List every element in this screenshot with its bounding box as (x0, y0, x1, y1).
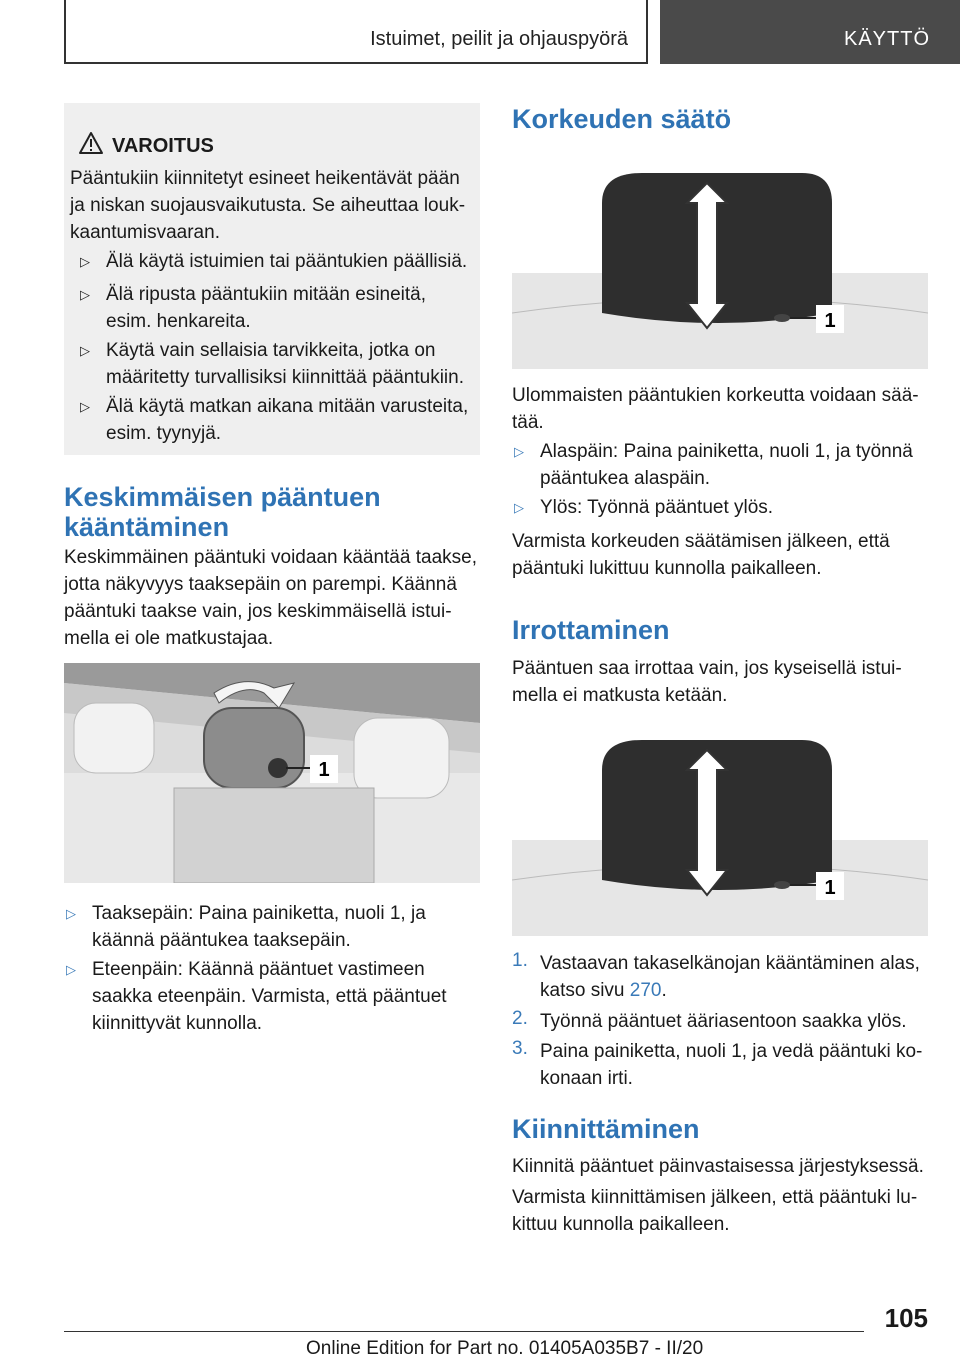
body-text-line: Varmista korkeuden säätämisen jälkeen, että (512, 531, 890, 552)
section-heading: Keskimmäisen pääntuen (64, 482, 381, 512)
warning-text-line: ja niskan suojausvaikutusta. Se aiheuttaa louk- (70, 195, 466, 216)
step-number: 1. (512, 950, 528, 971)
body-text-line: tää. (512, 412, 544, 433)
section-heading: kääntäminen (64, 512, 230, 542)
warning-title: VAROITUS (112, 135, 214, 157)
warning-bullet: Käytä vain sellaisia tarvikkeita, jotka on (106, 340, 436, 361)
bullet-triangle-icon: ▷ (66, 962, 76, 977)
header-section-box (64, 0, 648, 64)
body-text-line: Kiinnitä pääntuet päinvastaisessa järjestyksessä. (512, 1156, 924, 1177)
bullet-triangle-icon: ▷ (66, 906, 76, 921)
bullet-text: kiinnittyvät kunnolla. (92, 1013, 263, 1034)
headrest-height-illustration (512, 163, 928, 369)
bullet-triangle-icon: ▷ (80, 399, 90, 414)
step-text-suffix: . (661, 980, 667, 1001)
callout-label: 1 (318, 759, 330, 781)
section-heading: Kiinnittäminen (512, 1114, 700, 1144)
step-number: 3. (512, 1038, 528, 1059)
step-text: Työnnä pääntuet ääriasentoon saakka ylös. (540, 1011, 907, 1032)
bullet-text: Taaksepäin: Paina painiketta, nuoli 1, ja (92, 903, 426, 924)
body-text-line: pääntuki lukittuu kunnolla paikalleen. (512, 558, 822, 579)
section-heading: Irrottaminen (512, 615, 670, 645)
edition-text: Online Edition for Part no. 01405A035B7 - II/20 (306, 1338, 704, 1359)
bullet-text: käännä pääntukea taaksepäin. (92, 930, 351, 951)
bullet-triangle-icon: ▷ (80, 343, 90, 358)
bullet-text: pääntukea alaspäin. (540, 468, 711, 489)
step-text: Vastaavan takaselkänojan kääntäminen alas, (540, 953, 920, 974)
body-text-line: pääntuki taakse vain, jos keskimmäisellä istui- (64, 601, 452, 622)
warning-triangle-icon (78, 131, 104, 155)
step-text: konaan irti. (540, 1068, 633, 1089)
body-text-line: Keskimmäinen pääntuki voidaan kääntää taakse, (64, 547, 477, 568)
warning-text-line: Pääntukiin kiinnitetyt esineet heikentävät pään (70, 168, 460, 189)
step-number: 2. (512, 1008, 528, 1029)
warning-bullet: Älä käytä istuimien tai pääntukien päällisiä. (106, 251, 468, 272)
step-text: Paina painiketta, nuoli 1, ja vedä pääntuki ko- (540, 1041, 923, 1062)
bullet-triangle-icon: ▷ (80, 287, 90, 302)
bullet-text: Alaspäin: Paina painiketta, nuoli 1, ja työnnä (540, 441, 913, 462)
chapter-title: KÄYTTÖ (843, 28, 930, 50)
warning-bullet: Älä käytä matkan aikana mitään varusteita, (106, 396, 469, 417)
body-text-line: Pääntuen saa irrottaa vain, jos kyseisellä istui- (512, 658, 902, 679)
body-text-line: mella ei matkusta ketään. (512, 685, 728, 706)
bullet-text: Eteenpäin: Käännä pääntuet vastimeen (92, 959, 425, 980)
body-text-line: mella ei ole matkustajaa. (64, 628, 274, 649)
page-number: 105 (884, 1303, 928, 1333)
warning-text-line: kaantumisvaaran. (70, 222, 220, 243)
bullet-triangle-icon: ▷ (514, 500, 524, 515)
body-text-line: kittuu kunnolla paikalleen. (512, 1214, 730, 1235)
step-text (540, 977, 667, 1004)
bullet-triangle-icon: ▷ (514, 444, 524, 459)
callout-label: 1 (824, 310, 836, 332)
section-title: Istuimet, peilit ja ohjauspyörä (370, 28, 628, 50)
page-link[interactable]: 270 (629, 980, 662, 1001)
body-text-line: jotta näkyvyys taaksepäin on parempi. Käännä (64, 574, 457, 595)
header-chapter-box (660, 0, 960, 64)
body-text-line: Varmista kiinnittämisen jälkeen, että pääntuki lu- (512, 1187, 918, 1208)
step-text-prefix: katso sivu (540, 980, 630, 1001)
warning-box (64, 103, 480, 455)
headrest-removal-illustration (512, 730, 928, 936)
rear-seats-illustration (64, 663, 480, 883)
body-text-line: Ulommaisten pääntukien korkeutta voidaan sää- (512, 385, 919, 406)
footer-divider (64, 1331, 864, 1332)
callout-label: 1 (824, 877, 836, 899)
bullet-text: saakka eteenpäin. Varmista, että pääntuet (92, 986, 447, 1007)
warning-bullet: esim. tyynyjä. (106, 423, 222, 444)
bullet-text: Ylös: Työnnä pääntuet ylös. (540, 497, 774, 518)
warning-bullet: esim. henkareita. (106, 311, 251, 332)
warning-bullet: määritetty turvallisiksi kiinnittää pääntukiin. (106, 367, 464, 388)
warning-bullet: Älä ripusta pääntukiin mitään esineitä, (106, 284, 427, 305)
bullet-triangle-icon: ▷ (80, 254, 90, 269)
section-heading: Korkeuden säätö (512, 104, 732, 134)
